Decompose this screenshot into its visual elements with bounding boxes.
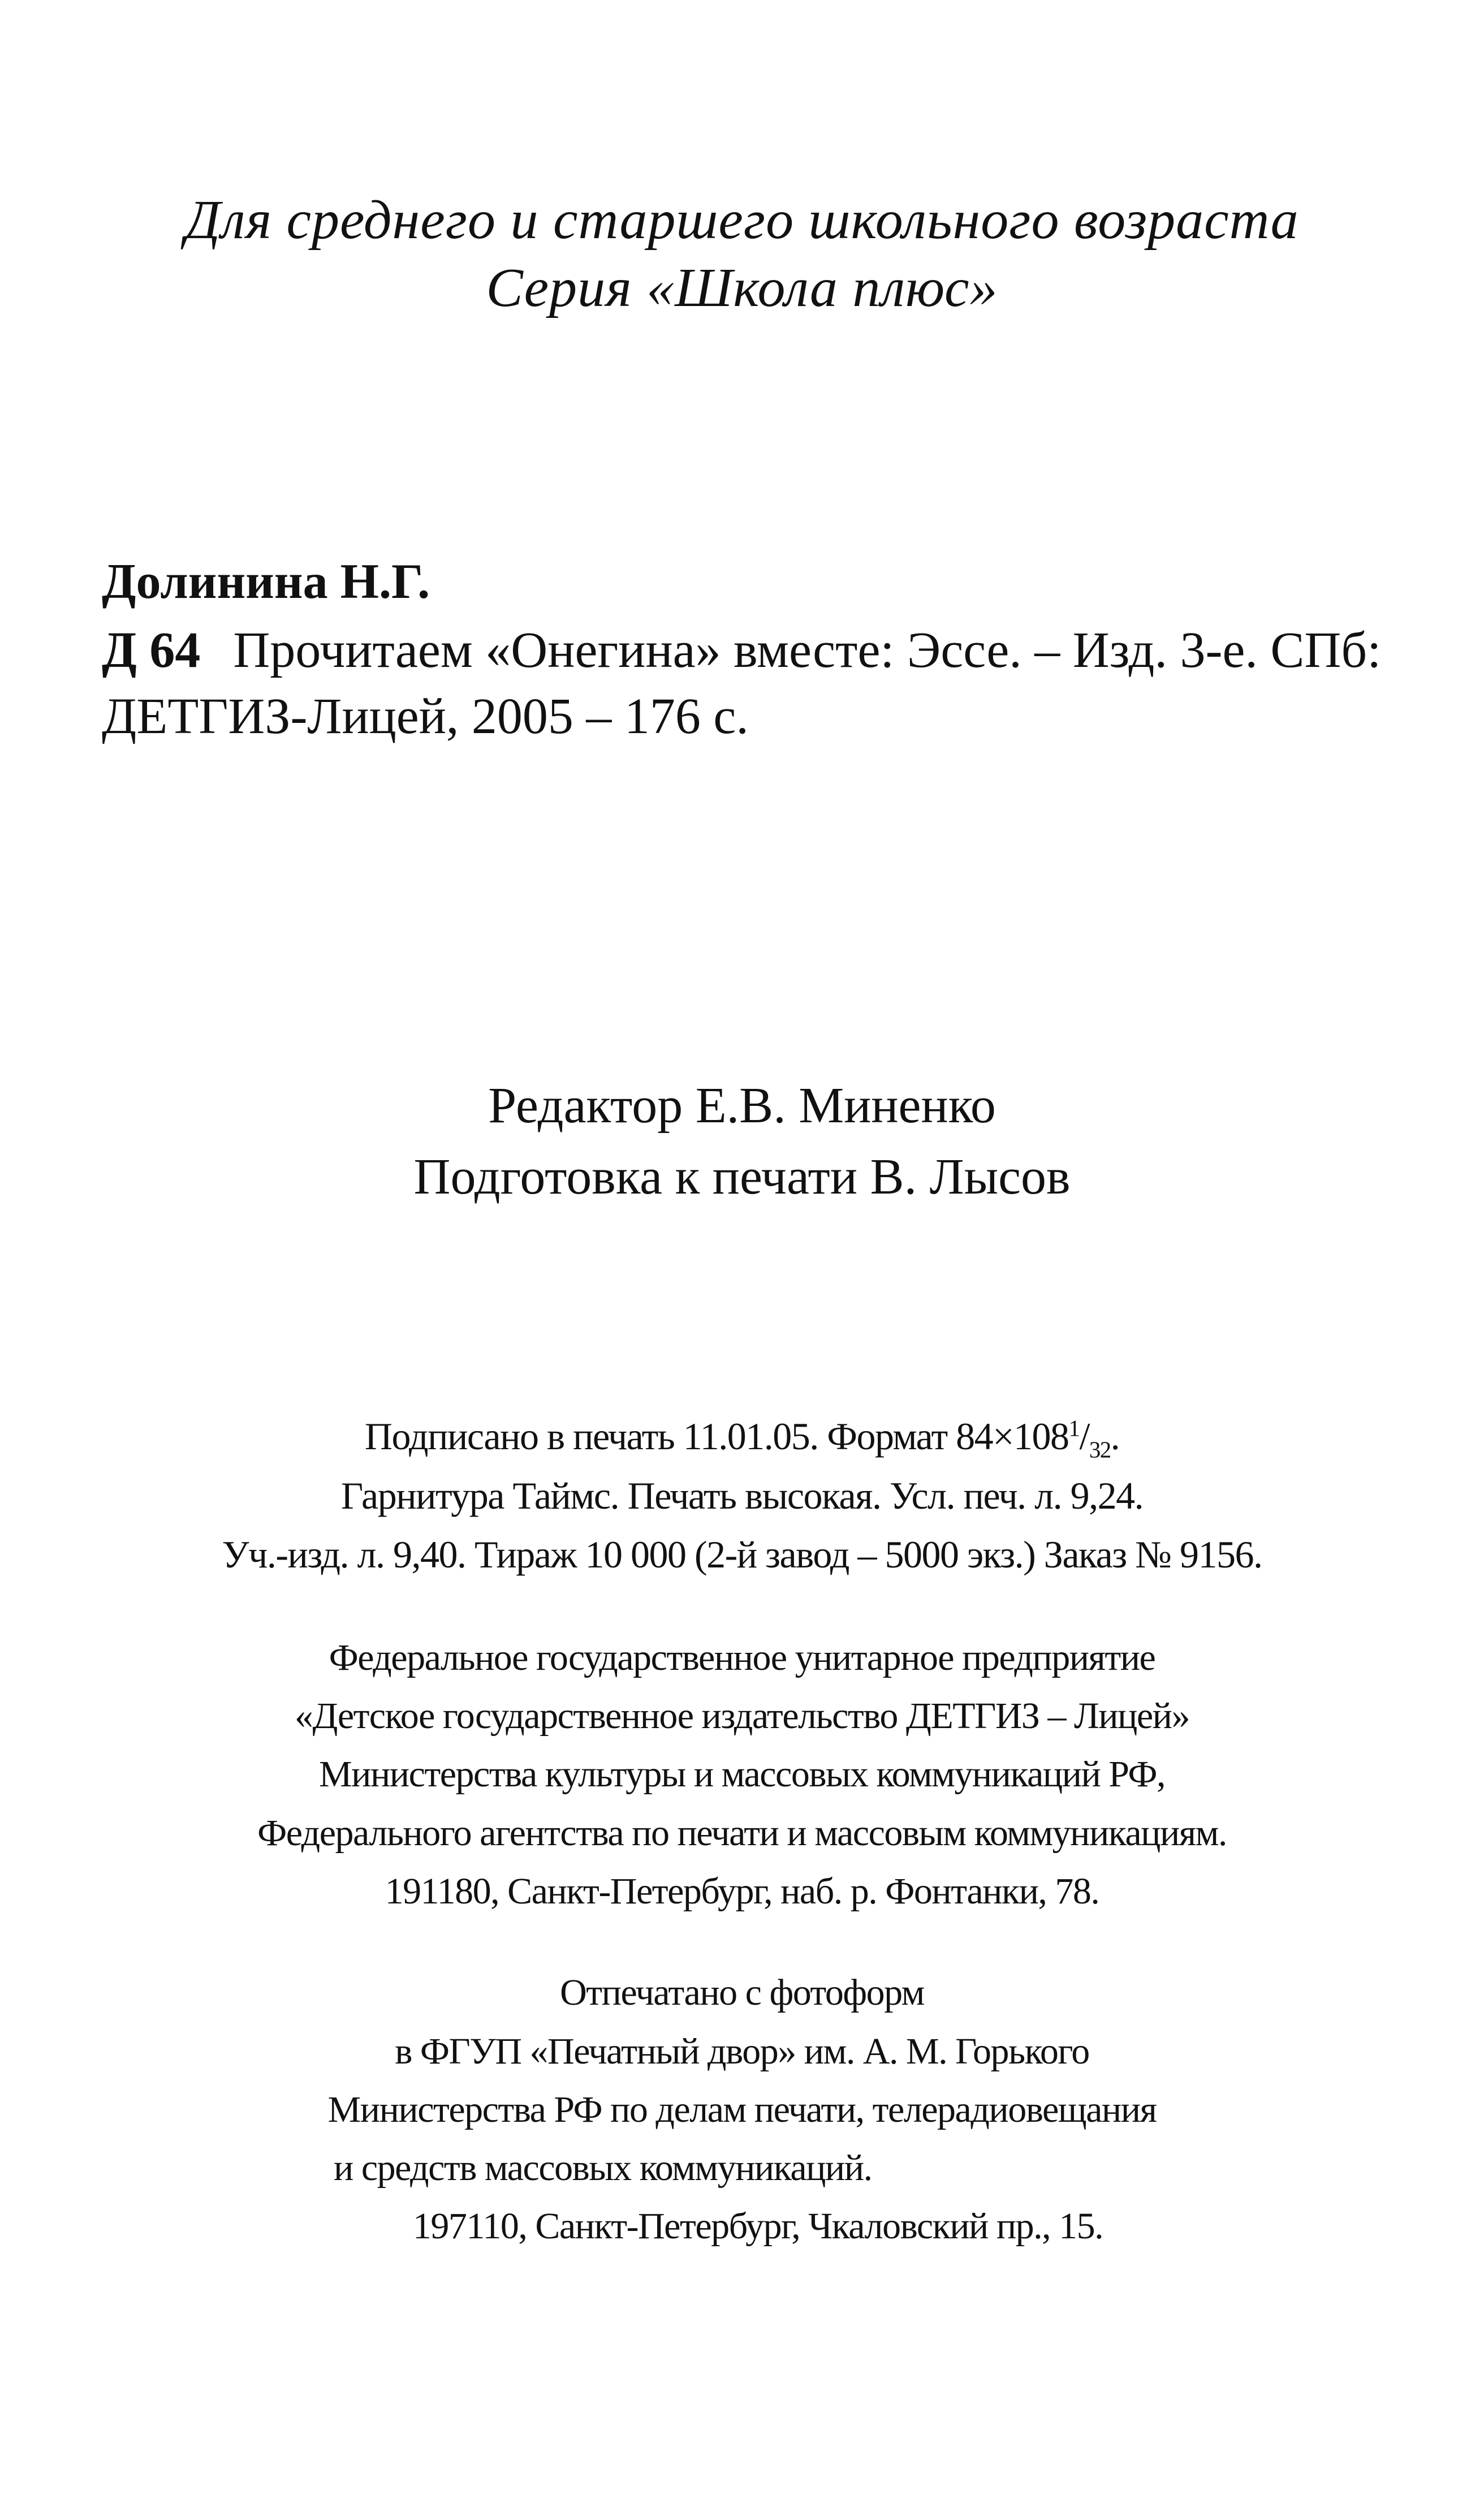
- printer-address: 197110, Санкт-Петербург, Чкаловский пр., 15.: [412, 2206, 1103, 2247]
- printer-info-line-1: Отпечатано с фотоформ: [560, 1972, 924, 2013]
- printer-info-line-3: Министерства РФ по делам печати, телерадиовещания: [327, 2089, 1157, 2130]
- format-period: .: [1110, 1415, 1120, 1458]
- printer-info-line-4: и средств массовых коммуникаций.: [334, 2147, 872, 2189]
- format-text: Подписано в печать 11.01.05. Формат 84×108: [364, 1415, 1069, 1458]
- format-slash: /: [1079, 1415, 1089, 1458]
- audience-line: Для среднего и старшего школьного возраста: [185, 189, 1299, 251]
- author-name: Долинина Н.Г.: [102, 554, 430, 609]
- publisher-info-line-2: «Детское государственное издательство ДЕТГИЗ – Лицей»: [295, 1695, 1189, 1737]
- printer-info-line-2: в ФГУП «Печатный двор» им. А. М. Горького: [395, 2031, 1089, 2072]
- format-denominator: 32: [1089, 1437, 1111, 1463]
- technical-line-3: Уч.-изд. л. 9,40. Тираж 10 000 (2-й завод – 5000 экз.) Заказ № 9156.: [222, 1533, 1262, 1576]
- technical-line-2: Гарнитура Таймс. Печать высокая. Усл. печ. л. 9,24.: [340, 1474, 1144, 1517]
- preparation-credit: Подготовка к печати В. Лысов: [413, 1149, 1071, 1205]
- publisher-line: ДЕТГИЗ-Лицей, 2005 – 176 с.: [102, 688, 749, 744]
- publisher-address: 191180, Санкт-Петербург, наб. р. Фонтанки, 78.: [385, 1871, 1099, 1912]
- publisher-info-line-1: Федеральное государственное унитарное предприятие: [329, 1637, 1155, 1678]
- publisher-info-line-3: Министерства культуры и массовых коммуникаций РФ,: [318, 1754, 1166, 1795]
- format-numerator: 1: [1068, 1415, 1080, 1441]
- title-text: Прочитаем «Онегина» вместе: Эссе. – Изд. 3-е. СПб:: [233, 622, 1382, 678]
- series-line: Серия «Школа плюс»: [486, 257, 998, 318]
- editor-credit: Редактор Е.В. Миненко: [488, 1078, 996, 1134]
- publisher-info-line-4: Федерального агентства по печати и массовым коммуникациям.: [257, 1812, 1227, 1854]
- bibliographic-title-line: [102, 622, 1382, 678]
- classification-code: Д 64: [102, 622, 201, 678]
- technical-line-1: [0, 1415, 1484, 1463]
